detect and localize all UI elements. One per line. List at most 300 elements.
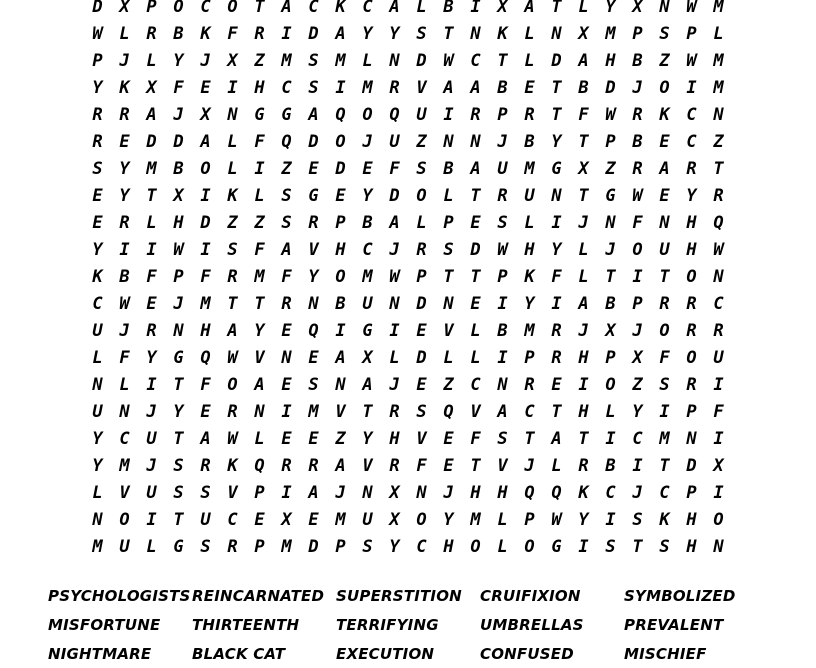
grid-letter[interactable]: N: [389, 51, 400, 71]
grid-letter[interactable]: T: [254, 0, 265, 17]
grid-letter[interactable]: C: [200, 0, 211, 17]
grid-letter[interactable]: D: [416, 294, 427, 314]
grid-letter[interactable]: D: [173, 132, 184, 152]
grid-letter[interactable]: P: [335, 213, 346, 233]
grid-letter[interactable]: T: [173, 375, 184, 395]
grid-letter[interactable]: K: [497, 24, 508, 44]
grid-letter[interactable]: C: [632, 429, 643, 449]
grid-letter[interactable]: S: [308, 51, 319, 71]
grid-letter[interactable]: J: [524, 456, 535, 476]
grid-letter[interactable]: X: [578, 24, 589, 44]
grid-letter[interactable]: M: [470, 510, 481, 530]
grid-letter[interactable]: F: [632, 213, 643, 233]
grid-letter[interactable]: X: [389, 510, 400, 530]
grid-letter[interactable]: N: [659, 0, 670, 17]
grid-letter[interactable]: P: [497, 105, 508, 125]
grid-letter[interactable]: N: [254, 402, 265, 422]
grid-letter[interactable]: R: [389, 402, 400, 422]
grid-letter[interactable]: I: [335, 78, 346, 98]
grid-letter[interactable]: L: [92, 348, 103, 368]
grid-letter[interactable]: P: [443, 213, 454, 233]
grid-letter[interactable]: Y: [173, 51, 184, 71]
grid-letter[interactable]: R: [686, 375, 697, 395]
grid-letter[interactable]: M: [119, 456, 130, 476]
grid-letter[interactable]: E: [659, 132, 670, 152]
grid-letter[interactable]: M: [146, 159, 157, 179]
grid-letter[interactable]: S: [173, 483, 184, 503]
grid-letter[interactable]: P: [605, 348, 616, 368]
grid-letter[interactable]: S: [416, 402, 427, 422]
grid-letter[interactable]: L: [605, 402, 616, 422]
grid-letter[interactable]: Z: [227, 213, 238, 233]
grid-letter[interactable]: Y: [254, 321, 265, 341]
grid-letter[interactable]: B: [605, 294, 616, 314]
grid-letter[interactable]: Y: [443, 510, 454, 530]
grid-letter[interactable]: T: [524, 429, 535, 449]
grid-letter[interactable]: P: [254, 483, 265, 503]
grid-letter[interactable]: Z: [254, 213, 265, 233]
grid-letter[interactable]: C: [416, 537, 427, 557]
grid-letter[interactable]: A: [335, 456, 346, 476]
grid-letter[interactable]: V: [497, 456, 508, 476]
grid-letter[interactable]: P: [632, 24, 643, 44]
grid-letter[interactable]: O: [362, 105, 373, 125]
grid-letter[interactable]: P: [173, 267, 184, 287]
grid-letter[interactable]: A: [497, 402, 508, 422]
grid-letter[interactable]: P: [254, 537, 265, 557]
grid-letter[interactable]: O: [416, 186, 427, 206]
grid-letter[interactable]: A: [524, 0, 535, 17]
grid-letter[interactable]: E: [335, 186, 346, 206]
grid-letter[interactable]: F: [173, 78, 184, 98]
grid-letter[interactable]: R: [308, 456, 319, 476]
grid-letter[interactable]: E: [524, 78, 535, 98]
grid-letter[interactable]: R: [686, 321, 697, 341]
grid-letter[interactable]: W: [227, 429, 238, 449]
grid-letter[interactable]: X: [200, 105, 211, 125]
grid-letter[interactable]: C: [470, 51, 481, 71]
grid-letter[interactable]: F: [200, 267, 211, 287]
grid-letter[interactable]: T: [659, 267, 670, 287]
grid-letter[interactable]: F: [416, 456, 427, 476]
grid-letter[interactable]: H: [686, 510, 697, 530]
grid-letter[interactable]: O: [632, 240, 643, 260]
grid-letter[interactable]: Z: [443, 375, 454, 395]
grid-letter[interactable]: I: [200, 186, 211, 206]
grid-letter[interactable]: A: [470, 78, 481, 98]
grid-letter[interactable]: M: [92, 537, 103, 557]
grid-letter[interactable]: V: [308, 240, 319, 260]
grid-letter[interactable]: R: [497, 186, 508, 206]
grid-letter[interactable]: W: [227, 348, 238, 368]
grid-letter[interactable]: Y: [362, 24, 373, 44]
grid-letter[interactable]: G: [308, 186, 319, 206]
grid-letter[interactable]: N: [119, 402, 130, 422]
grid-letter[interactable]: N: [470, 132, 481, 152]
grid-letter[interactable]: L: [389, 348, 400, 368]
grid-letter[interactable]: L: [146, 213, 157, 233]
grid-letter[interactable]: O: [659, 78, 670, 98]
grid-letter[interactable]: E: [416, 321, 427, 341]
grid-letter[interactable]: A: [443, 78, 454, 98]
grid-letter[interactable]: J: [119, 321, 130, 341]
grid-letter[interactable]: I: [146, 510, 157, 530]
grid-letter[interactable]: Y: [389, 537, 400, 557]
grid-letter[interactable]: J: [389, 375, 400, 395]
grid-letter[interactable]: A: [578, 51, 589, 71]
grid-letter[interactable]: W: [389, 267, 400, 287]
grid-letter[interactable]: F: [389, 159, 400, 179]
grid-letter[interactable]: B: [578, 78, 589, 98]
grid-letter[interactable]: R: [227, 537, 238, 557]
grid-letter[interactable]: T: [578, 186, 589, 206]
grid-letter[interactable]: H: [605, 51, 616, 71]
grid-letter[interactable]: O: [227, 375, 238, 395]
grid-letter[interactable]: L: [92, 483, 103, 503]
grid-letter[interactable]: X: [119, 0, 130, 17]
grid-letter[interactable]: M: [281, 537, 292, 557]
grid-letter[interactable]: A: [362, 375, 373, 395]
grid-letter[interactable]: L: [119, 24, 130, 44]
grid-letter[interactable]: J: [443, 483, 454, 503]
grid-letter[interactable]: N: [605, 213, 616, 233]
grid-letter[interactable]: M: [524, 159, 535, 179]
grid-letter[interactable]: U: [659, 240, 670, 260]
grid-letter[interactable]: I: [146, 375, 157, 395]
grid-letter[interactable]: L: [551, 456, 562, 476]
grid-letter[interactable]: C: [524, 402, 535, 422]
grid-letter[interactable]: J: [605, 240, 616, 260]
grid-letter[interactable]: U: [362, 294, 373, 314]
grid-letter[interactable]: R: [551, 321, 562, 341]
grid-letter[interactable]: O: [659, 321, 670, 341]
grid-letter[interactable]: R: [227, 402, 238, 422]
grid-letter[interactable]: J: [173, 105, 184, 125]
grid-letter[interactable]: N: [281, 348, 292, 368]
grid-letter[interactable]: E: [308, 348, 319, 368]
grid-letter[interactable]: E: [470, 213, 481, 233]
grid-letter[interactable]: R: [659, 294, 670, 314]
grid-letter[interactable]: H: [686, 240, 697, 260]
grid-letter[interactable]: Y: [632, 402, 643, 422]
grid-letter[interactable]: K: [659, 510, 670, 530]
grid-letter[interactable]: R: [92, 132, 103, 152]
grid-letter[interactable]: R: [578, 456, 589, 476]
grid-letter[interactable]: I: [497, 348, 508, 368]
grid-letter[interactable]: F: [200, 375, 211, 395]
grid-letter[interactable]: T: [254, 294, 265, 314]
grid-letter[interactable]: L: [497, 537, 508, 557]
grid-letter[interactable]: I: [281, 24, 292, 44]
grid-letter[interactable]: P: [524, 510, 535, 530]
grid-letter[interactable]: E: [146, 294, 157, 314]
grid-letter[interactable]: I: [605, 429, 616, 449]
grid-letter[interactable]: B: [119, 267, 130, 287]
grid-letter[interactable]: S: [443, 240, 454, 260]
grid-letter[interactable]: A: [254, 375, 265, 395]
grid-letter[interactable]: H: [173, 213, 184, 233]
grid-letter[interactable]: C: [605, 483, 616, 503]
grid-letter[interactable]: C: [470, 375, 481, 395]
grid-letter[interactable]: A: [470, 159, 481, 179]
grid-letter[interactable]: T: [470, 267, 481, 287]
grid-letter[interactable]: Y: [362, 186, 373, 206]
grid-letter[interactable]: F: [659, 348, 670, 368]
grid-letter[interactable]: D: [470, 240, 481, 260]
grid-letter[interactable]: F: [281, 267, 292, 287]
grid-letter[interactable]: Q: [254, 456, 265, 476]
grid-letter[interactable]: J: [173, 294, 184, 314]
grid-letter[interactable]: L: [119, 375, 130, 395]
grid-letter[interactable]: S: [173, 456, 184, 476]
grid-letter[interactable]: R: [713, 321, 724, 341]
grid-letter[interactable]: F: [578, 105, 589, 125]
grid-letter[interactable]: Q: [335, 105, 346, 125]
grid-letter[interactable]: P: [686, 24, 697, 44]
grid-letter[interactable]: R: [281, 456, 292, 476]
grid-letter[interactable]: I: [578, 375, 589, 395]
grid-letter[interactable]: N: [173, 321, 184, 341]
grid-letter[interactable]: U: [416, 105, 427, 125]
grid-letter[interactable]: Y: [92, 456, 103, 476]
grid-letter[interactable]: R: [308, 213, 319, 233]
grid-letter[interactable]: U: [389, 132, 400, 152]
grid-letter[interactable]: W: [686, 0, 697, 17]
grid-letter[interactable]: A: [578, 294, 589, 314]
grid-letter[interactable]: U: [146, 483, 157, 503]
grid-letter[interactable]: X: [713, 456, 724, 476]
grid-letter[interactable]: E: [470, 294, 481, 314]
grid-letter[interactable]: X: [578, 159, 589, 179]
grid-letter[interactable]: Y: [92, 78, 103, 98]
grid-letter[interactable]: O: [335, 267, 346, 287]
grid-letter[interactable]: G: [173, 348, 184, 368]
grid-letter[interactable]: R: [200, 456, 211, 476]
grid-letter[interactable]: Y: [308, 267, 319, 287]
grid-letter[interactable]: A: [335, 348, 346, 368]
grid-letter[interactable]: Y: [92, 240, 103, 260]
grid-letter[interactable]: L: [254, 186, 265, 206]
grid-letter[interactable]: N: [443, 294, 454, 314]
grid-letter[interactable]: V: [416, 78, 427, 98]
grid-letter[interactable]: A: [200, 429, 211, 449]
grid-letter[interactable]: L: [254, 429, 265, 449]
grid-letter[interactable]: V: [443, 321, 454, 341]
grid-letter[interactable]: D: [308, 24, 319, 44]
grid-letter[interactable]: B: [632, 132, 643, 152]
grid-letter[interactable]: Z: [254, 51, 265, 71]
grid-letter[interactable]: D: [335, 159, 346, 179]
grid-letter[interactable]: S: [659, 537, 670, 557]
grid-letter[interactable]: P: [686, 483, 697, 503]
grid-letter[interactable]: R: [389, 456, 400, 476]
grid-letter[interactable]: Y: [119, 159, 130, 179]
grid-letter[interactable]: B: [362, 213, 373, 233]
grid-letter[interactable]: A: [200, 132, 211, 152]
grid-letter[interactable]: V: [335, 402, 346, 422]
grid-letter[interactable]: K: [227, 456, 238, 476]
grid-letter[interactable]: N: [443, 132, 454, 152]
grid-letter[interactable]: H: [335, 240, 346, 260]
grid-letter[interactable]: Q: [281, 132, 292, 152]
grid-letter[interactable]: I: [659, 402, 670, 422]
grid-letter[interactable]: M: [713, 51, 724, 71]
grid-letter[interactable]: O: [524, 537, 535, 557]
grid-letter[interactable]: I: [470, 0, 481, 17]
grid-letter[interactable]: T: [443, 267, 454, 287]
grid-letter[interactable]: B: [443, 159, 454, 179]
grid-letter[interactable]: N: [362, 483, 373, 503]
grid-letter[interactable]: I: [713, 483, 724, 503]
grid-letter[interactable]: N: [389, 294, 400, 314]
grid-letter[interactable]: W: [119, 294, 130, 314]
grid-letter[interactable]: B: [497, 321, 508, 341]
grid-letter[interactable]: L: [578, 240, 589, 260]
grid-letter[interactable]: L: [524, 51, 535, 71]
grid-letter[interactable]: D: [146, 132, 157, 152]
grid-letter[interactable]: T: [578, 429, 589, 449]
grid-letter[interactable]: O: [416, 510, 427, 530]
grid-letter[interactable]: B: [605, 456, 616, 476]
grid-letter[interactable]: Z: [605, 159, 616, 179]
grid-letter[interactable]: Y: [686, 186, 697, 206]
grid-letter[interactable]: I: [551, 213, 562, 233]
grid-letter[interactable]: T: [551, 402, 562, 422]
grid-letter[interactable]: A: [281, 240, 292, 260]
grid-letter[interactable]: M: [659, 429, 670, 449]
grid-letter[interactable]: X: [362, 348, 373, 368]
grid-letter[interactable]: A: [389, 0, 400, 17]
grid-letter[interactable]: I: [632, 267, 643, 287]
grid-letter[interactable]: T: [659, 456, 670, 476]
grid-letter[interactable]: S: [200, 537, 211, 557]
grid-letter[interactable]: Z: [632, 375, 643, 395]
grid-letter[interactable]: L: [443, 186, 454, 206]
grid-letter[interactable]: L: [227, 132, 238, 152]
grid-letter[interactable]: W: [551, 510, 562, 530]
grid-letter[interactable]: I: [578, 537, 589, 557]
grid-letter[interactable]: I: [497, 294, 508, 314]
grid-letter[interactable]: W: [686, 51, 697, 71]
grid-letter[interactable]: D: [686, 456, 697, 476]
grid-letter[interactable]: H: [389, 429, 400, 449]
grid-letter[interactable]: E: [200, 402, 211, 422]
grid-letter[interactable]: D: [389, 186, 400, 206]
grid-letter[interactable]: P: [632, 294, 643, 314]
grid-letter[interactable]: Y: [578, 510, 589, 530]
grid-letter[interactable]: W: [443, 51, 454, 71]
grid-letter[interactable]: N: [308, 294, 319, 314]
grid-letter[interactable]: L: [416, 213, 427, 233]
grid-letter[interactable]: H: [497, 483, 508, 503]
grid-letter[interactable]: B: [173, 24, 184, 44]
grid-letter[interactable]: C: [362, 240, 373, 260]
grid-letter[interactable]: N: [713, 537, 724, 557]
grid-letter[interactable]: U: [524, 186, 535, 206]
grid-letter[interactable]: T: [713, 159, 724, 179]
grid-letter[interactable]: T: [551, 105, 562, 125]
grid-letter[interactable]: C: [119, 429, 130, 449]
grid-letter[interactable]: G: [254, 105, 265, 125]
grid-letter[interactable]: G: [173, 537, 184, 557]
grid-letter[interactable]: R: [416, 240, 427, 260]
grid-letter[interactable]: P: [497, 267, 508, 287]
grid-letter[interactable]: T: [632, 537, 643, 557]
grid-letter[interactable]: Y: [524, 294, 535, 314]
grid-letter[interactable]: A: [389, 213, 400, 233]
grid-letter[interactable]: C: [659, 483, 670, 503]
grid-letter[interactable]: A: [659, 159, 670, 179]
grid-letter[interactable]: S: [632, 510, 643, 530]
grid-letter[interactable]: S: [659, 24, 670, 44]
grid-letter[interactable]: U: [119, 537, 130, 557]
grid-letter[interactable]: Q: [443, 402, 454, 422]
grid-letter[interactable]: T: [470, 186, 481, 206]
grid-letter[interactable]: C: [686, 105, 697, 125]
grid-letter[interactable]: D: [605, 78, 616, 98]
grid-letter[interactable]: F: [470, 429, 481, 449]
grid-letter[interactable]: K: [227, 186, 238, 206]
grid-letter[interactable]: W: [632, 186, 643, 206]
grid-letter[interactable]: S: [227, 240, 238, 260]
grid-letter[interactable]: S: [200, 483, 211, 503]
grid-letter[interactable]: E: [551, 375, 562, 395]
grid-letter[interactable]: M: [200, 294, 211, 314]
grid-letter[interactable]: Y: [362, 429, 373, 449]
grid-letter[interactable]: I: [686, 78, 697, 98]
grid-letter[interactable]: I: [281, 483, 292, 503]
grid-letter[interactable]: M: [254, 267, 265, 287]
grid-letter[interactable]: H: [686, 213, 697, 233]
grid-letter[interactable]: K: [200, 24, 211, 44]
grid-letter[interactable]: A: [335, 24, 346, 44]
grid-letter[interactable]: J: [497, 132, 508, 152]
grid-letter[interactable]: I: [281, 402, 292, 422]
grid-letter[interactable]: I: [389, 321, 400, 341]
grid-letter[interactable]: I: [146, 240, 157, 260]
grid-letter[interactable]: X: [497, 0, 508, 17]
grid-letter[interactable]: T: [551, 78, 562, 98]
grid-letter[interactable]: S: [281, 186, 292, 206]
grid-letter[interactable]: K: [335, 0, 346, 17]
grid-letter[interactable]: M: [362, 267, 373, 287]
grid-letter[interactable]: K: [659, 105, 670, 125]
grid-letter[interactable]: O: [605, 375, 616, 395]
grid-letter[interactable]: M: [308, 402, 319, 422]
grid-letter[interactable]: N: [497, 375, 508, 395]
grid-letter[interactable]: A: [146, 105, 157, 125]
grid-letter[interactable]: L: [578, 0, 589, 17]
grid-letter[interactable]: F: [254, 240, 265, 260]
grid-letter[interactable]: Y: [605, 0, 616, 17]
grid-letter[interactable]: W: [605, 105, 616, 125]
grid-letter[interactable]: D: [308, 537, 319, 557]
grid-letter[interactable]: M: [335, 510, 346, 530]
grid-letter[interactable]: C: [281, 78, 292, 98]
grid-letter[interactable]: E: [281, 429, 292, 449]
grid-letter[interactable]: R: [119, 105, 130, 125]
grid-letter[interactable]: N: [92, 375, 103, 395]
grid-letter[interactable]: L: [416, 0, 427, 17]
grid-letter[interactable]: Y: [551, 132, 562, 152]
grid-letter[interactable]: H: [254, 78, 265, 98]
grid-letter[interactable]: X: [173, 186, 184, 206]
grid-letter[interactable]: P: [146, 0, 157, 17]
grid-letter[interactable]: B: [632, 51, 643, 71]
grid-letter[interactable]: N: [92, 510, 103, 530]
grid-letter[interactable]: N: [470, 24, 481, 44]
grid-letter[interactable]: T: [443, 24, 454, 44]
